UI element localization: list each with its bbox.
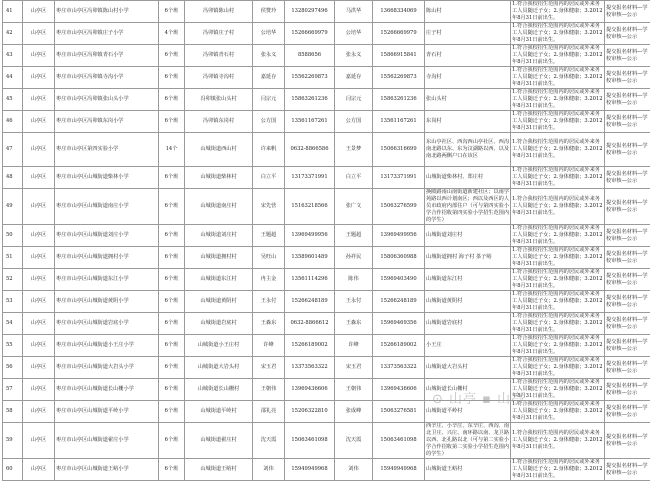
supervisor-cell: 王森东	[335, 313, 373, 335]
contact-phone-cell: 15206322810	[285, 401, 335, 423]
supervisor-phone-cell: 15969403490	[373, 269, 425, 291]
supervisor-phone-cell: 13668334069	[373, 1, 425, 23]
class-count-cell: 6个班	[159, 111, 185, 133]
supervisor-cell: 公培华	[335, 23, 373, 45]
school-name-cell: 枣庄市山亭区冯卯镇寺沟小学	[55, 67, 159, 89]
procedure-cell: 提交报名材料—学校审核—公示	[605, 459, 650, 481]
row-number: 49	[3, 189, 23, 225]
requirements-cell: 1.符合我校招生范围内的居民或外来务工人员随迁子女；2.身体健康；3.2012年8月31日前出生。	[511, 459, 605, 481]
row-number: 58	[3, 401, 23, 423]
table-row	[3, 225, 650, 247]
school-name-cell: 枣庄市山亭区冯卯镇庄子小学	[55, 23, 159, 45]
location-cell: 山城街道岩底村	[185, 313, 253, 335]
requirements-cell: 1.符合我校招生范围内的居民或外来务工人员随迁子女；2.身体健康；3.2012年8月31日前出生。	[511, 189, 605, 225]
requirements-cell: 1.符合我校招生范围内的居民或外来务工人员随迁子女；2.身体健康；3.2012年8月31日前出生。	[511, 89, 605, 111]
procedure-cell: 提交报名材料—学校审核—公示	[605, 247, 650, 269]
class-count-cell: 6个班	[159, 247, 185, 269]
contact-phone-cell: 15949949968	[285, 459, 335, 481]
supervisor-phone-cell: 15063461098	[373, 423, 425, 459]
contact-person-cell: 许来帆	[253, 133, 285, 167]
table-row	[3, 335, 650, 357]
row-number: 59	[3, 423, 23, 459]
contact-person-cell: 宋先营	[253, 189, 285, 225]
district-cell: 山亭区	[23, 247, 55, 269]
contact-phone-cell: 13280297496	[285, 1, 335, 23]
procedure-cell: 提交报名材料—学校审核—公示	[605, 335, 650, 357]
supervisor-cell: 王题超	[335, 225, 373, 247]
procedure-cell: 提交报名材料—学校审核—公示	[605, 225, 650, 247]
location-cell: 山城街道西山村	[185, 133, 253, 167]
contact-phone-cell: 15863261236	[285, 89, 335, 111]
supervisor-phone-cell: 13969499956	[373, 225, 425, 247]
contact-person-cell: 冉主金	[253, 269, 285, 291]
location-cell: 山城街道拥村村	[185, 247, 253, 269]
district-cell: 山亭区	[23, 111, 55, 133]
enrollment-range-cell: 小王庄	[425, 335, 511, 357]
row-number: 41	[3, 1, 23, 23]
supervisor-phone-cell: 15266189002	[373, 335, 425, 357]
school-name-cell: 枣庄市山亭区山城街道翟庄小学	[55, 423, 159, 459]
enrollment-range-cell: 西辛庄、小辛庄、东辛庄、西沟、南北卫庄、兴庄、南环路以南、龙卫路以西、北孔路以北（可与第二实验小学合作招收第二实验小学招生范围内的学生）	[425, 423, 511, 459]
requirements-cell: 1.符合我校招生范围内的居民或外来务工人员随迁子女；2.身体健康；3.2012年8月31日前出生。	[511, 269, 605, 291]
enrollment-range-cell: 山城街道黄阴村	[425, 291, 511, 313]
enrollment-range-cell: 寺沟村	[425, 67, 511, 89]
requirements-cell: 1.符合我校招生范围内的居民或外来务工人员随迁子女；2.身体健康；3.2012年8月31日前出生。	[511, 45, 605, 67]
supervisor-phone-cell: 13561167261	[373, 111, 425, 133]
requirements-cell: 1.符合我校招生范围内的居民或外来务工人员随迁子女；2.身体健康；3.2012年8月31日前出生。	[511, 423, 605, 459]
row-number: 42	[3, 23, 23, 45]
contact-person-cell: 侯赞玲	[253, 1, 285, 23]
class-count-cell: 6个班	[159, 189, 185, 225]
district-cell: 山亭区	[23, 401, 55, 423]
table-row	[3, 1, 650, 23]
class-count-cell: 6个班	[159, 45, 185, 67]
procedure-cell: 提交报名材料—学校审核—公示	[605, 133, 650, 167]
contact-person-cell: 刘伟	[253, 459, 285, 481]
requirements-cell: 1.符合我校招生范围内的居民或外来务工人员随迁子女；2.身体健康；3.2012年8月31日前出生。	[511, 335, 605, 357]
school-name-cell: 枣庄市山亭区第四实验小学	[55, 133, 159, 167]
district-cell: 山亭区	[23, 379, 55, 401]
table-row	[3, 401, 650, 423]
supervisor-phone-cell: 15063276581	[373, 401, 425, 423]
contact-phone-cell: 15266669979	[285, 23, 335, 45]
location-cell: 冯卯镇青石村	[185, 45, 253, 67]
table-row	[3, 291, 650, 313]
supervisor-cell: 张广文	[335, 189, 373, 225]
supervisor-cell: 许峰	[335, 335, 373, 357]
school-name-cell: 枣庄市山亭区冯卯镇青石小学	[55, 45, 159, 67]
contact-person-cell: 王永付	[253, 291, 285, 313]
row-number: 55	[3, 335, 23, 357]
requirements-cell: 1.符合我校招生范围内的居民或外来务工人员随迁子女；2.身体健康；3.2012年8月31日前出生。	[511, 1, 605, 23]
requirements-cell: 1.符合我校招生范围内的居民或外来务工人员随迁子女；2.身体健康；3.2012年8月31日前出生。	[511, 401, 605, 423]
enrollment-range-cell: 陈山村	[425, 1, 511, 23]
enrollment-range-cell: 山城街道刘庄村	[425, 225, 511, 247]
contact-person-cell: 张永义	[253, 45, 285, 67]
contact-phone-cell: 0632-8866586	[285, 133, 335, 167]
table-row	[3, 423, 650, 459]
contact-person-cell: 沈天霞	[253, 423, 285, 459]
supervisor-cell: 沈天霞	[335, 423, 373, 459]
class-count-cell: 6个班	[159, 89, 185, 111]
school-name-cell: 枣庄市山亭区山城街道平岭小学	[55, 401, 159, 423]
table-row	[3, 89, 650, 111]
district-cell: 山亭区	[23, 357, 55, 379]
contact-person-cell: 公培华	[253, 23, 285, 45]
supervisor-phone-cell: 13173371991	[373, 167, 425, 189]
table-row	[3, 167, 650, 189]
procedure-cell: 提交报名材料—学校审核—公示	[605, 189, 650, 225]
enrollment-range-cell: 山城街道柴林村、郑庄村	[425, 167, 511, 189]
supervisor-cell: 张永义	[335, 45, 373, 67]
contact-phone-cell: 0632-8866612	[285, 313, 335, 335]
district-cell: 山亭区	[23, 459, 55, 481]
class-count-cell: 6个班	[159, 225, 185, 247]
district-cell: 山亭区	[23, 45, 55, 67]
supervisor-phone-cell: 15863261236	[373, 89, 425, 111]
district-cell: 山亭区	[23, 89, 55, 111]
location-cell: 冯卯镇陈山村	[185, 1, 253, 23]
row-number: 56	[3, 357, 23, 379]
watermark: ⊙ 山亭 ▪ 山亭	[432, 388, 525, 407]
supervisor-phone-cell: 15562269873	[373, 67, 425, 89]
procedure-cell: 提交报名材料—学校审核—公示	[605, 45, 650, 67]
table-row	[3, 313, 650, 335]
supervisor-cell: 闫宗元	[335, 89, 373, 111]
class-count-cell: 14个	[159, 133, 185, 167]
supervisor-cell: 王朝伟	[335, 379, 373, 401]
contact-phone-cell: 13969436606	[285, 379, 335, 401]
location-cell: 山城街道王峪村	[185, 459, 253, 481]
enrollment-range-cell: 山城街道平岭村	[425, 401, 511, 423]
row-number: 46	[3, 111, 23, 133]
supervisor-phone-cell: 13373563322	[373, 357, 425, 379]
row-number: 44	[3, 67, 23, 89]
contact-phone-cell: 13561167261	[285, 111, 335, 133]
school-name-cell: 枣庄市山亭区山城街道小王庄小学	[55, 335, 159, 357]
table-row	[3, 133, 650, 167]
procedure-cell: 提交报名材料—学校审核—公示	[605, 67, 650, 89]
district-cell: 山亭区	[23, 23, 55, 45]
supervisor-cell: 马洪华	[335, 1, 373, 23]
district-cell: 山亭区	[23, 133, 55, 167]
school-name-cell: 枣庄市山亭区冯卯镇陈山村小学	[55, 1, 159, 23]
procedure-cell: 提交报名材料—学校审核—公示	[605, 313, 650, 335]
table-row	[3, 459, 650, 481]
supervisor-cell: 嘉延存	[335, 67, 373, 89]
class-count-cell: 6个班	[159, 357, 185, 379]
location-cell: 山城街道黄阴村	[185, 291, 253, 313]
row-number: 53	[3, 291, 23, 313]
supervisor-phone-cell: 13969436606	[373, 379, 425, 401]
table-row	[3, 357, 650, 379]
contact-person-cell: 公方国	[253, 111, 285, 133]
row-number: 51	[3, 247, 23, 269]
location-cell: 山城街道刘庄村	[185, 225, 253, 247]
contact-phone-cell: 13589601489	[285, 247, 335, 269]
class-count-cell: 6个班	[159, 269, 185, 291]
table-row	[3, 111, 650, 133]
procedure-cell: 提交报名材料—学校审核—公示	[605, 89, 650, 111]
location-cell: 冯卯镇张山头村	[185, 89, 253, 111]
procedure-cell: 提交报名材料—学校审核—公示	[605, 1, 650, 23]
class-count-cell: 6个班	[159, 167, 185, 189]
row-number: 57	[3, 379, 23, 401]
supervisor-cell: 孙祥民	[335, 247, 373, 269]
procedure-cell: 提交报名材料—学校审核—公示	[605, 379, 650, 401]
contact-person-cell: 王森东	[253, 313, 285, 335]
contact-person-cell: 吴旺山	[253, 247, 285, 269]
table-row	[3, 45, 650, 67]
school-name-cell: 枣庄市山亭区山城街道王峪小学	[55, 459, 159, 481]
table-row	[3, 379, 650, 401]
class-count-cell: 6个班	[159, 313, 185, 335]
enrollment-range-cell: 山城街道拥村 海子村 茶子峪	[425, 247, 511, 269]
procedure-cell: 提交报名材料—学校审核—公示	[605, 269, 650, 291]
school-name-cell: 枣庄市山亭区山城街道长山栅小学	[55, 379, 159, 401]
row-number: 60	[3, 459, 23, 481]
class-count-cell: 6个班	[159, 401, 185, 423]
row-number: 52	[3, 269, 23, 291]
row-number: 48	[3, 167, 23, 189]
supervisor-phone-cell: 15066316699	[373, 133, 425, 167]
contact-phone-cell: 13173371991	[285, 167, 335, 189]
location-cell: 冯卯镇东岗村	[185, 111, 253, 133]
supervisor-cell: 陈伟	[335, 269, 373, 291]
school-name-cell: 枣庄市山亭区山城街道刘庄小学	[55, 225, 159, 247]
class-count-cell: 6个班	[159, 67, 185, 89]
school-name-cell: 枣庄市山亭区山城街道柴林小学	[55, 167, 159, 189]
supervisor-phone-cell: 15866915841	[373, 45, 425, 67]
class-count-cell: 6个班	[159, 1, 185, 23]
supervisor-cell: 公方国	[335, 111, 373, 133]
contact-person-cell: 宋玉君	[253, 357, 285, 379]
class-count-cell: 6个班	[159, 335, 185, 357]
supervisor-cell: 白立平	[335, 167, 373, 189]
procedure-cell: 提交报名材料—学校审核—公示	[605, 291, 650, 313]
contact-phone-cell: 13561114296	[285, 269, 335, 291]
location-cell: 山城街道平岭村	[185, 401, 253, 423]
location-cell: 山城街道小王庄村	[185, 335, 253, 357]
table-body	[3, 1, 650, 481]
supervisor-phone-cell: 15266669979	[373, 23, 425, 45]
requirements-cell: 1.符合我校招生范围内的居民或外来务工人员随迁子女；2.身体健康；3.2012年8月31日前出生。	[511, 357, 605, 379]
district-cell: 山亭区	[23, 1, 55, 23]
row-number: 54	[3, 313, 23, 335]
contact-person-cell: 王题超	[253, 225, 285, 247]
supervisor-cell: 王永付	[335, 291, 373, 313]
enrollment-range-cell: 山城街道岩底村	[425, 313, 511, 335]
requirements-cell: 1.符合我校招生范围内的居民或外来务工人员随迁子女；2.身体健康；3.2012年8月31日前出生。	[511, 23, 605, 45]
supervisor-phone-cell: 15266248189	[373, 291, 425, 313]
district-cell: 山亭区	[23, 291, 55, 313]
row-number: 47	[3, 133, 23, 167]
contact-phone-cell: 13969499956	[285, 225, 335, 247]
class-count-cell: 6个班	[159, 379, 185, 401]
enrollment-range-cell: 山城街道王峪村	[425, 459, 511, 481]
supervisor-cell: 宋玉君	[335, 357, 373, 379]
contact-person-cell: 王朝伟	[253, 379, 285, 401]
school-name-cell: 枣庄市山亭区冯卯镇东岗小学	[55, 111, 159, 133]
location-cell: 冯卯镇寺沟村	[185, 67, 253, 89]
enrollment-range-cell: 张山头村	[425, 89, 511, 111]
enrollment-range-cell: 青石村	[425, 45, 511, 67]
class-count-cell: 6个班	[159, 291, 185, 313]
requirements-cell: 1.符合我校招生范围内的居民或外来务工人员随迁子女；2.身体健康；3.2012年8月31日前出生。	[511, 111, 605, 133]
enrollment-range-cell: 山城街道大岩头村	[425, 357, 511, 379]
enrollment-range-cell: 山城街道东江村	[425, 269, 511, 291]
procedure-cell: 提交报名材料—学校审核—公示	[605, 357, 650, 379]
class-count-cell: 4个班	[159, 23, 185, 45]
school-name-cell: 枣庄市山亭区山城街道拥村小学	[55, 247, 159, 269]
supervisor-cell: 王景梦	[335, 133, 373, 167]
school-name-cell: 枣庄市山亭区山城街道南庄小学	[55, 189, 159, 225]
location-cell: 山城街道翟庄村	[185, 423, 253, 459]
requirements-cell: 1.符合我校招生范围内的居民或外来务工人员随迁子女；2.身体健康；3.2012年8月31日前出生。	[511, 167, 605, 189]
supervisor-phone-cell: 15063276599	[373, 189, 425, 225]
table-row	[3, 189, 650, 225]
contact-phone-cell: 15063461098	[285, 423, 335, 459]
location-cell: 山城街道柴林村	[185, 167, 253, 189]
district-cell: 山亭区	[23, 313, 55, 335]
supervisor-cell: 刘伟	[335, 459, 373, 481]
location-cell: 冯卯镇庄子村	[185, 23, 253, 45]
location-cell: 山城街道大岩头村	[185, 357, 253, 379]
district-cell: 山亭区	[23, 269, 55, 291]
district-cell: 山亭区	[23, 423, 55, 459]
district-cell: 山亭区	[23, 189, 55, 225]
location-cell: 山城街道东江村	[185, 269, 253, 291]
supervisor-phone-cell: 15969469356	[373, 313, 425, 335]
procedure-cell: 提交报名材料—学校审核—公示	[605, 401, 650, 423]
requirements-cell: 1.符合我校招生范围内的居民或外来务工人员随迁子女；2.身体健康；3.2012年8月31日前出生。	[511, 247, 605, 269]
requirements-cell: 1.符合我校招生范围内的居民或外来务工人员随迁子女；2.身体健康；3.2012年8月31日前出生。	[511, 67, 605, 89]
location-cell: 山城街道长山栅村	[185, 379, 253, 401]
procedure-cell: 提交报名材料—学校审核—公示	[605, 423, 650, 459]
school-name-cell: 枣庄市山亭区山城街道大岩头小学	[55, 357, 159, 379]
district-cell: 山亭区	[23, 167, 55, 189]
supervisor-phone-cell: 15949949968	[373, 459, 425, 481]
table-row	[3, 67, 650, 89]
table-row	[3, 23, 650, 45]
contact-phone-cell: 8588656	[285, 45, 335, 67]
district-cell: 山亭区	[23, 67, 55, 89]
enrollment-range-cell: 山城街道长山栅村	[425, 379, 511, 401]
contact-person-cell: 闫宗元	[253, 89, 285, 111]
requirements-cell: 1.符合我校招生范围内的居民或外来务工人员随迁子女；2.身体健康；3.2012年8月31日前出生。	[511, 225, 605, 247]
requirements-cell: 1.符合我校招生范围内的居民或外来务工人员随迁子女；2.身体健康；3.2012年8月31日前出生。	[511, 313, 605, 335]
contact-person-cell: 邵礼亮	[253, 401, 285, 423]
procedure-cell: 提交报名材料—学校审核—公示	[605, 167, 650, 189]
district-cell: 山亭区	[23, 225, 55, 247]
school-name-cell: 枣庄市山亭区山城街道东江小学	[55, 269, 159, 291]
school-name-cell: 枣庄市山亭区山城街道岩底小学	[55, 313, 159, 335]
requirements-cell: 1.符合我校招生范围内的居民或外来务工人员随迁子女；2.身体健康；3.2012年8月31日前出生。	[511, 291, 605, 313]
school-name-cell: 枣庄市山亭区冯卯镇张山头小学	[55, 89, 159, 111]
enrollment-range-cell: 东岗村	[425, 111, 511, 133]
enrollment-range-cell: 换陂路南山南街道新建社区；以南学苑路以西计划南区；西以及西区的人员市政府内部住户（可与第四实验小学合作招收第四实验小学招生范围内的学生）	[425, 189, 511, 225]
contact-person-cell: 白立平	[253, 167, 285, 189]
class-count-cell: 6个班	[159, 459, 185, 481]
contact-phone-cell: 15266189002	[285, 335, 335, 357]
table-row	[3, 247, 650, 269]
contact-person-cell: 许峰	[253, 335, 285, 357]
procedure-cell: 提交报名材料—学校审核—公示	[605, 111, 650, 133]
contact-phone-cell: 15266248189	[285, 291, 335, 313]
district-cell: 山亭区	[23, 335, 55, 357]
row-number: 50	[3, 225, 23, 247]
class-count-cell: 6个班	[159, 423, 185, 459]
table-row	[3, 269, 650, 291]
requirements-cell: 1.符合我校招生范围内的居民或外来务工人员随迁子女；2.身体健康；3.2012年8月31日前出生。	[511, 133, 605, 167]
enrollment-table	[2, 0, 650, 481]
contact-phone-cell: 13373563322	[285, 357, 335, 379]
procedure-cell: 提交报名材料—学校审核—公示	[605, 23, 650, 45]
enrollment-range-cell: 庄子村	[425, 23, 511, 45]
location-cell: 山城街道南庄村	[185, 189, 253, 225]
row-number: 43	[3, 45, 23, 67]
enrollment-range-cell: 东山亭社区、西沟西山亭社区、西沟南北路以东、东为汶湖路以西、以及南北路两侧户口在该区	[425, 133, 511, 167]
requirements-cell: 1.符合我校招生范围内的居民或外来务工人员随迁子女；2.身体健康；3.2012年8月31日前出生。	[511, 379, 605, 401]
contact-phone-cell: 15562269873	[285, 67, 335, 89]
contact-person-cell: 嘉延存	[253, 67, 285, 89]
supervisor-phone-cell: 15806360988	[373, 247, 425, 269]
supervisor-cell: 张成峰	[335, 401, 373, 423]
school-name-cell: 枣庄市山亭区山城街道黄阴小学	[55, 291, 159, 313]
contact-phone-cell: 15163218566	[285, 189, 335, 225]
row-number: 45	[3, 89, 23, 111]
